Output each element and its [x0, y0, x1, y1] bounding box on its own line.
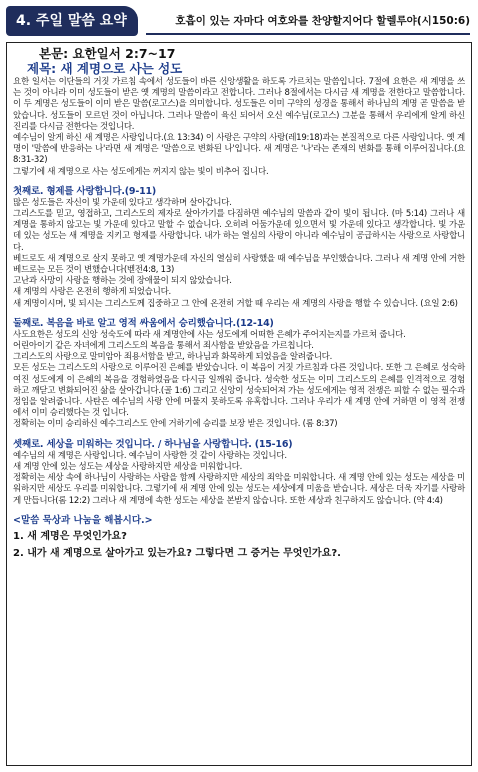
section-paragraph: 많은 성도들은 자신이 빛 가운데 있다고 생각하며 살아갑니다.	[13, 197, 232, 208]
sermon-summary-box	[6, 42, 472, 766]
header-verse: 호흡이 있는 자마다 여호와를 찬양할지어다 할렐루야(시150:6)	[146, 9, 470, 35]
section-paragraph: 고난과 사망이 사랑을 행하는 것에 장애물이 되지 않았습니다.	[13, 276, 232, 287]
intro-paragraph: 요한 일서는 이단들의 거짓 가르침 속에서 성도들이 바른 신앙생활을 하도록 가르치는 말씀입니다. 7절에 요한은 새 계명을 쓰는 것이 아니라 이미 성도들이 받은 옛 계명의 말씀이라고 전합니다. 그러나 8절에서는 다시금 새 계명을 전한다고 말씀합니다. 이 두 계명은 성도들이 이미 받은 말씀(로고스)을 의미합니다. 성도들은 이미 구약의 성경을 통해서 하나님의 계명 곧 말씀을 받았습니다. 성도들이 모르던 것이 아닙니다. 그러나 말씀이 육신 되어서 오신 예수님(로고스) 그분을 통해서 우리에게 알게 하신 진리를 다시금 전한다는 것입니다.	[13, 77, 465, 132]
scripture-reference: 본문: 요한일서 2:7~17	[39, 46, 176, 61]
header	[6, 6, 470, 36]
section-heading: 둘째로. 복음을 바로 알고 영적 싸움에서 승리했습니다.(12-14)	[13, 317, 274, 329]
sermon-title: 제목: 새 계명으로 사는 성도	[27, 61, 183, 76]
section-paragraph: 사도요한은 성도의 신앙 성숙도에 따라 새 계명안에 사는 성도에게 어떠한 은혜가 주어지는지를 가르쳐 줍니다.	[13, 329, 406, 340]
section-paragraph: 정확히는 세상 속에 하나님이 사랑하는 사람을 함께 사랑하지만 세상의 죄악을 미워합니다. 새 계명 안에 있는 성도는 세상을 미워하지만 세상도 우리를 미워합니다. 그렇기에 새 계명 안에 있는 성도는 세상에게 미움을 받습니다. 세상은 더욱 자기를 사랑하게 만듭니다(롬 12:2) 그러나 새 계명에 속한 성도는 세상을 본받지 않습니다. 또한 세상과 친구하지도 않습니다. (약 4:4)	[13, 473, 465, 506]
reflection-question: 2. 내가 새 계명으로 살아가고 있는가요? 그렇다면 그 증거는 무엇인가요?.	[13, 547, 341, 559]
section-paragraph: 새 계명 안에 있는 성도는 세상을 사랑하지만 세상을 미워합니다.	[13, 461, 243, 472]
reflection-heading: <말씀 묵상과 나눔을 해봅시다.>	[13, 514, 153, 526]
section-paragraph: 베드로도 새 계명으로 살지 못하고 옛 계명가운데 자신의 열심히 사랑했을 때 예수님을 부인했습니다. 그러나 새 계명 안에 거한 베드로는 모든 것이 변했습니다(벧전4:8, 13)	[13, 253, 465, 276]
section-badge: 4. 주일 말씀 요약	[6, 6, 138, 36]
section-paragraph: 예수님의 새 계명은 사랑입니다. 예수님이 사랑한 것 같이 사랑하는 것입니다.	[13, 450, 287, 461]
reflection-question: 1. 새 계명은 무엇인가요?	[13, 530, 127, 542]
section-heading: 셋째로. 세상을 미워하는 것입니다. / 하나님을 사랑합니다. (15-16)	[13, 438, 293, 450]
section-paragraph: 모든 성도는 그리스도의 사랑으로 이루어진 은혜를 받았습니다. 이 복음이 거짓 가르침과 다른 것입니다. 또한 그 은혜로 성숙하여진 성도에게 이 은혜의 복음을 경험하였음을 다시금 일깨워 줍니다. 성숙한 성도는 이미 그리스도의 은혜를 인격적으로 경험하고 깨닫고 변화되어진 삶을 살아갑니다.(골 1:6) 그리고 신앙이 성숙되어져 가는 성도에게는 영적 전쟁은 피할 수 없는 필수과정임을 알려줍니다. 사탄은 예수님의 사랑 안에 머물지 못하도록 유혹합니다. 그러나 우리가 새 계명 안에 거하면 이 영적 전쟁에서 이미 승리했다는 것 입니다.	[13, 363, 465, 419]
section-paragraph: 정확히는 이미 승리하신 예수그리스도 안에 거하기에 승리를 보장 받은 것입니다. (롬 8:37)	[13, 419, 338, 430]
section-paragraph: 그리스도를 믿고, 영접하고, 그리스도의 제자로 살아가기를 다짐하면 예수님의 말씀과 같이 빛이 됩니다. (마 5:14) 그러나 새 계명을 통하지 않고는 빛 가운데 있다고 말할 수 없습니다. 오히려 어둠가운데 있으면서 빛 가운데 있다고 생각합니다. 빛 가운데 있는 성도는 새 계명을 지키고 형제를 사랑합니다. 내가 하는 열심의 사랑이 아니라 예수님이 공급하시는 사랑으로 사랑합니다.	[13, 209, 465, 253]
section-paragraph: 그리스도의 사랑으로 말미암아 죄용서함을 받고, 하나님과 화목하게 되었음을 알려줍니다.	[13, 352, 333, 363]
intro-paragraph: 그렇기에 새 계명으로 사는 성도에게는 꺼지지 않는 빛이 비추어 집니다.	[13, 166, 269, 177]
section-paragraph: 어린아이기 같은 자녀에게 그리스도의 복음을 통해서 죄사함을 받았음을 가르칩니다.	[13, 341, 314, 352]
intro-paragraph: 예수님이 알게 하신 새 계명은 사랑입니다.(요 13:34) 이 사랑은 구약의 사랑(레19:18)과는 본질적으로 다른 사랑입니다. 옛 계명이 '말씀에 반응하는 나'라면 새 계명은 '말씀으로 변화된 나'입니다. 새 계명은 '나'라는 존재의 변화를 통해 이루어집니다.(요 8:31-32)	[13, 133, 465, 166]
section-heading: 첫째로. 형제를 사랑합니다.(9-11)	[13, 185, 157, 197]
section-paragraph: 새 계명의 사랑은 온전히 행하게 되었습니다.	[13, 287, 172, 298]
section-paragraph: 새 계명이시며, 빛 되시는 그리스도께 집중하고 그 안에 온전히 거할 때 우리는 새 계명의 사랑을 행할 수 있습니다. (요일 2:6)	[13, 298, 458, 309]
